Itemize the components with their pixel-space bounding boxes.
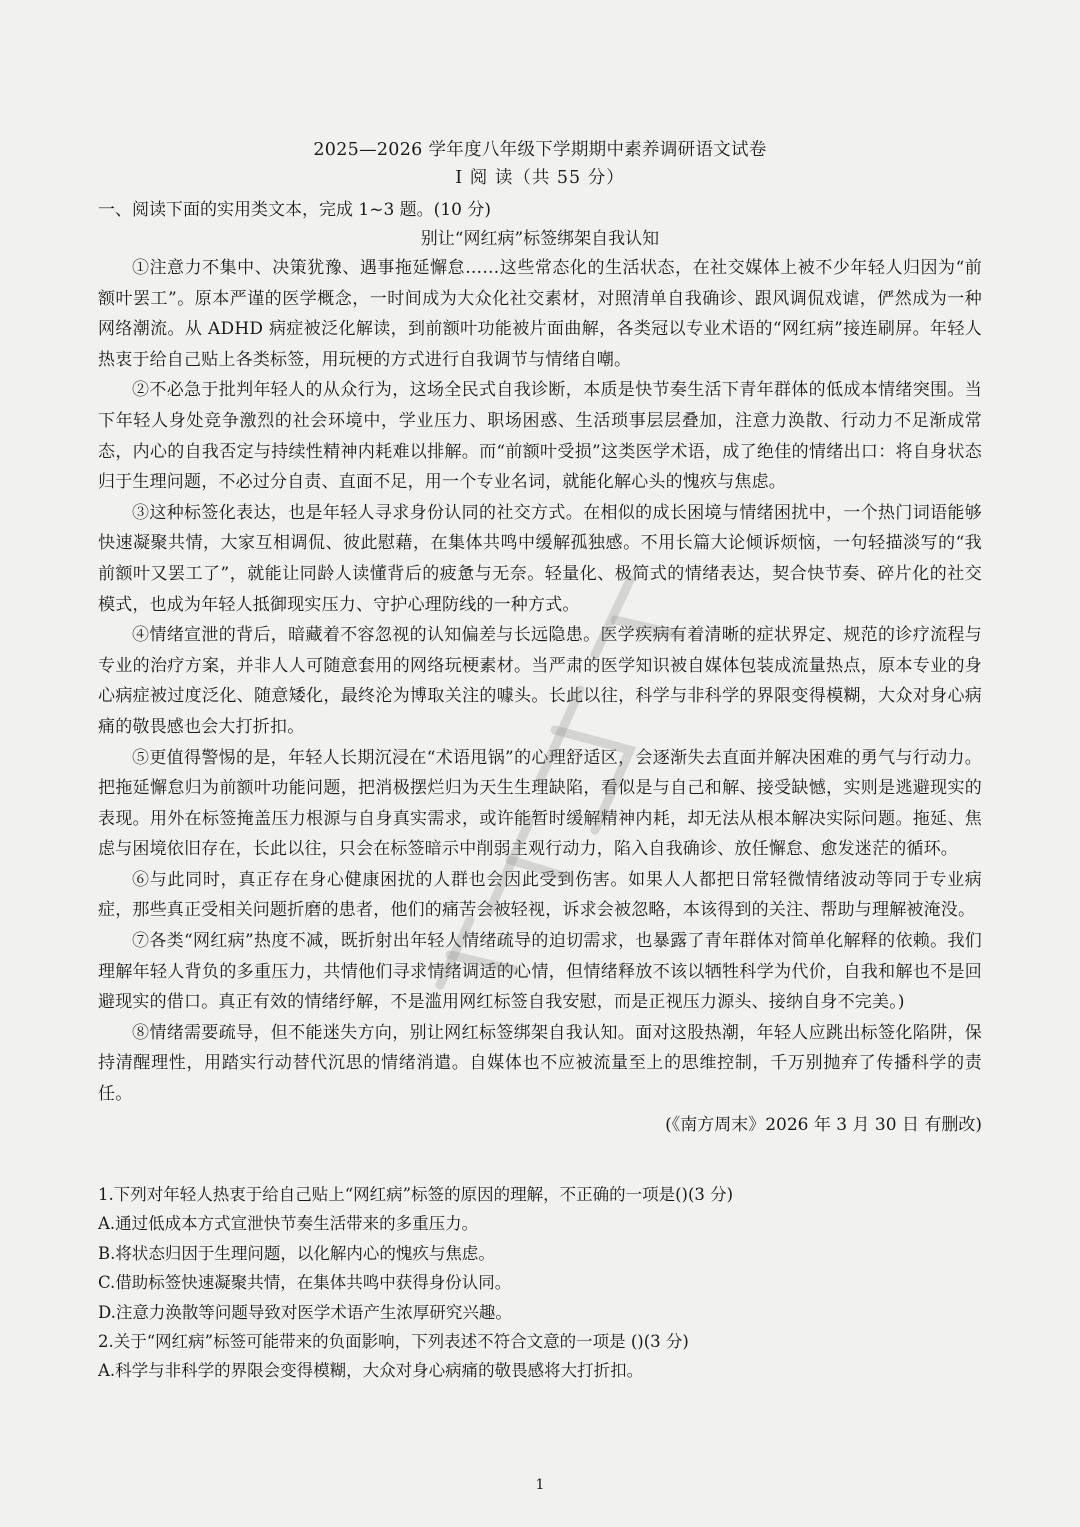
- question-1-option-c: C.借助标签快速凝聚共情，在集体共鸣中获得身份认同。: [98, 1273, 512, 1293]
- question-2-option-a: A.科学与非科学的界限会变得模糊，大众对身心病痛的敬畏感将大打折扣。: [98, 1361, 644, 1381]
- article-paragraph: ⑧情绪需要疏导，但不能迷失方向，别让网红标签绑架自我认知。面对这股热潮，年轻人应跳出标签化陷阱，保持清醒理性，用踏实行动替代沉思的情绪消遣。自媒体也不应被流量至上的思维控制，千万别抛弃了传播科学的责任。: [98, 1022, 982, 1105]
- exam-title: 2025—2026 学年度八年级下学期期中素养调研语文试卷: [313, 140, 767, 160]
- question-2-stem: 2.关于“网红病”标签可能带来的负面影响，下列表述不符合文意的一项是 ()(3 分): [98, 1332, 689, 1352]
- article-paragraph: ①注意力不集中、决策犹豫、遇事拖延懈怠……这些常态化的生活状态，在社交媒体上被不少年轻人归因为“前额叶罢工”。原本严谨的医学概念，一时间成为大众化社交素材，对照清单自我确诊、跟风调侃戏谑，俨然成为一种网络潮流。从 ADHD 病症被泛化解读，到前额叶功能被片面曲解，各类冠以专业术语的“网红病”接连刷屏。年轻人热衷于给自己贴上各类标签，用玩梗的方式进行自我调节与情绪自嘲。: [98, 258, 982, 370]
- question-1-option-b: B.将状态归因于生理问题，以化解内心的愧疚与焦虑。: [98, 1243, 495, 1263]
- question-1-option-d: D.注意力涣散等问题导致对医学术语产生浓厚研究兴趣。: [98, 1302, 512, 1322]
- question-1-option-a: A.通过低成本方式宣泄快节奏生活带来的多重压力。: [98, 1214, 479, 1234]
- part-title: Ⅰ 阅 读（共 55 分）: [455, 168, 625, 188]
- article-paragraph: ③这种标签化表达，也是年轻人寻求身份认同的社交方式。在相似的成长困境与情绪困扰中，一个热门词语能够快速凝聚共情，大家互相调侃、彼此慰藉，在集体共鸣中缓解孤独感。不用长篇大论倾诉烦恼，一句轻描淡写的“我前额叶又罢工了”，就能让同龄人读懂背后的疲惫与无奈。轻量化、极简式的情绪表达，契合快节奏、碎片化的社交模式，也成为年轻人抵御现实压力、守护心理防线的一种方式。: [98, 502, 982, 615]
- article-paragraph: ⑤更值得警惕的是，年轻人长期沉浸在“术语甩锅”的心理舒适区，会逐渐失去直面并解决困难的勇气与行动力。把拖延懈怠归为前额叶功能问题，把消极摆烂归为天生生理缺陷，看似是与自己和解、接受缺憾，实则是逃避现实的表现。用外在标签掩盖压力根源与自身真实需求，或许能暂时缓解精神内耗，却无法从根本解决实际问题。拖延、焦虑与困境依旧存在，长此以往，只会在标签暗示中削弱主观行动力，陷入自我确诊、放任懈怠、愈发迷茫的循环。: [98, 747, 982, 860]
- section-instruction: 一、阅读下面的实用类文本，完成 1~3 题。(10 分): [98, 200, 491, 220]
- page-number: 1: [535, 1477, 545, 1493]
- article-title: 别让“网红病”标签绑架自我认知: [420, 229, 660, 249]
- article-source: (《南方周末》2026 年 3 月 30 日 有删改): [665, 1114, 982, 1135]
- article-paragraph: ⑦各类“网红病”热度不减，既折射出年轻人情绪疏导的迫切需求，也暴露了青年群体对简单化解释的依赖。我们理解年轻人背负的多重压力，共情他们寻求情绪调适的心情，但情绪释放不该以牺牲科学为代价，自我和解也不是回避现实的借口。真正有效的情绪纾解，不是滥用网红标签自我安慰，而是正视压力源头、接纳自身不完美。): [98, 931, 982, 1013]
- question-1-stem: 1.下列对年轻人热衷于给自己贴上“网红病”标签的原因的理解，不正确的一项是()(3 分): [98, 1185, 734, 1204]
- article-paragraph: ⑥与此同时，真正存在身心健康困扰的人群也会因此受到伤害。如果人人都把日常轻微情绪波动等同于专业病症，那些真正受相关问题折磨的患者，他们的痛苦会被轻视，诉求会被忽略，本该得到的关注、帮助与理解被淹没。: [98, 869, 982, 921]
- article-paragraph: ②不必急于批判年轻人的从众行为，这场全民式自我诊断，本质是快节奏生活下青年群体的低成本情绪突围。当下年轻人身处竞争激烈的社会环境中，学业压力、职场困惑、生活琐事层层叠加，注意力涣散、行动力不足渐成常态，内心的自我否定与持续性精神内耗难以排解。而“前额叶受损”这类医学术语，成了绝佳的情绪出口：将自身状态归于生理问题，不必过分自责、直面不足，用一个专业名词，就能化解心头的愧疚与焦虑。: [98, 380, 982, 493]
- article-paragraph: ④情绪宣泄的背后，暗藏着不容忽视的认知偏差与长远隐患。医学疾病有着清晰的症状界定、规范的诊疗流程与专业的治疗方案，并非人人可随意套用的网络玩梗素材。当严肃的医学知识被自媒体包装成流量热点，原本专业的身心病症被过度泛化、随意矮化，最终沦为博取关注的噱头。长此以往，科学与非科学的界限变得模糊，大众对身心病痛的敬畏感也会大打折扣。: [98, 625, 982, 737]
- article-body: [98, 253, 982, 1140]
- questions-block: [98, 1180, 982, 1386]
